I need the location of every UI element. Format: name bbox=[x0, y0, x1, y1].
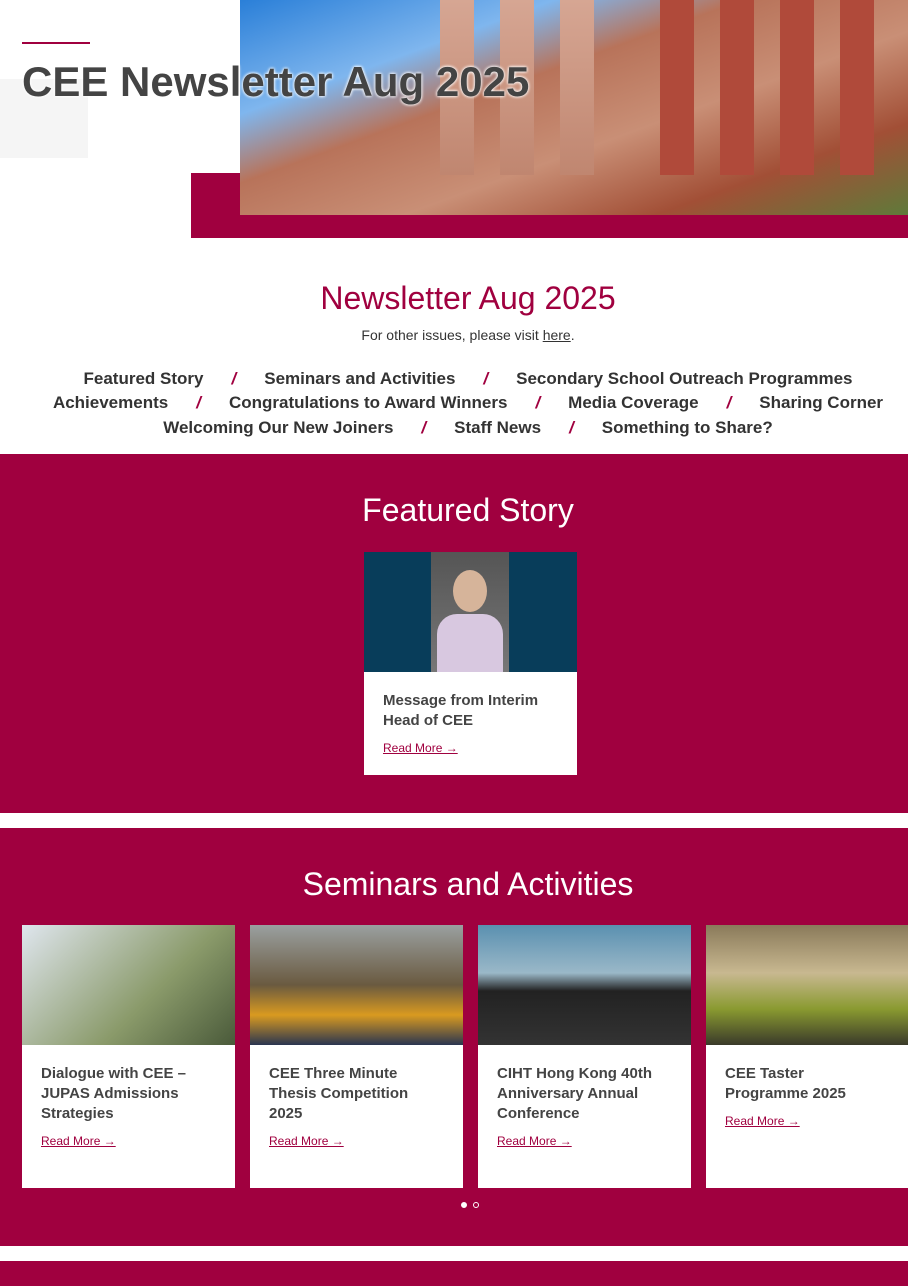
nav-award-winners[interactable]: Congratulations to Award Winners bbox=[228, 393, 508, 412]
seminar-card-title: Dialogue with CEE – JUPAS Admissions Strategies bbox=[41, 1065, 187, 1122]
seminar-card-image bbox=[478, 925, 691, 1045]
nav-separator: / bbox=[535, 393, 541, 412]
nav-new-joiners[interactable]: Welcoming Our New Joiners bbox=[163, 418, 394, 437]
other-issues-prefix: For other issues, please visit bbox=[361, 327, 543, 343]
seminar-card-image bbox=[706, 925, 908, 1045]
hero-title-rule bbox=[22, 42, 90, 44]
nav-outreach[interactable]: Secondary School Outreach Programmes bbox=[516, 369, 853, 388]
newsletter-heading: Newsletter Aug 2025 bbox=[320, 280, 616, 316]
next-section bbox=[0, 1261, 908, 1286]
seminars-heading: Seminars and Activities bbox=[302, 866, 634, 902]
nav-separator: / bbox=[569, 418, 574, 437]
seminar-card-image bbox=[22, 925, 235, 1045]
nav-separator: / bbox=[421, 418, 427, 437]
featured-story-heading: Featured Story bbox=[362, 492, 574, 528]
seminar-card[interactable] bbox=[250, 925, 463, 1188]
seminar-read-more-link[interactable]: Read More → bbox=[269, 1134, 344, 1148]
featured-read-more-link[interactable]: Read More → bbox=[383, 741, 458, 755]
featured-card[interactable] bbox=[364, 552, 577, 775]
page-title: CEE Newsletter Aug 2025 bbox=[22, 58, 530, 105]
carousel-dot-active[interactable] bbox=[461, 1202, 467, 1208]
featured-card-image bbox=[364, 552, 577, 672]
seminar-card-title: CIHT Hong Kong 40th Anniversary Annual Conference bbox=[497, 1065, 652, 1122]
seminar-read-more-link[interactable]: Read More → bbox=[497, 1134, 572, 1148]
seminar-read-more-link[interactable]: Read More → bbox=[725, 1114, 800, 1128]
seminar-card[interactable] bbox=[706, 925, 908, 1188]
other-issues-text bbox=[14, 327, 908, 343]
seminar-card[interactable] bbox=[478, 925, 691, 1188]
nav-media-coverage[interactable]: Media Coverage bbox=[568, 393, 699, 412]
nav-separator: / bbox=[483, 369, 489, 388]
nav-sharing-corner[interactable]: Sharing Corner bbox=[759, 393, 884, 412]
hero-building-image bbox=[240, 0, 908, 215]
nav-separator: / bbox=[231, 369, 237, 388]
nav-seminars[interactable]: Seminars and Activities bbox=[264, 369, 456, 388]
other-issues-suffix: . bbox=[570, 327, 575, 343]
nav-separator: / bbox=[726, 393, 732, 412]
carousel-dot[interactable] bbox=[473, 1202, 479, 1208]
nav-achievements[interactable]: Achievements bbox=[52, 393, 169, 412]
nav-something-to-share[interactable]: Something to Share? bbox=[601, 418, 773, 437]
nav-staff-news[interactable]: Staff News bbox=[454, 418, 542, 437]
nav-separator: / bbox=[196, 393, 201, 412]
nav-featured-story[interactable]: Featured Story bbox=[83, 369, 204, 388]
featured-card-title: Message from Interim Head of CEE bbox=[383, 692, 539, 729]
seminar-card-image bbox=[250, 925, 463, 1045]
seminar-card[interactable] bbox=[22, 925, 235, 1188]
featured-story-section bbox=[0, 454, 908, 813]
seminar-card-title: CEE Three Minute Thesis Competition 2025 bbox=[269, 1065, 409, 1122]
seminar-card-title: CEE Taster Programme 2025 bbox=[725, 1065, 846, 1102]
seminar-read-more-link[interactable]: Read More → bbox=[41, 1134, 116, 1148]
other-issues-link[interactable]: here bbox=[542, 327, 571, 343]
